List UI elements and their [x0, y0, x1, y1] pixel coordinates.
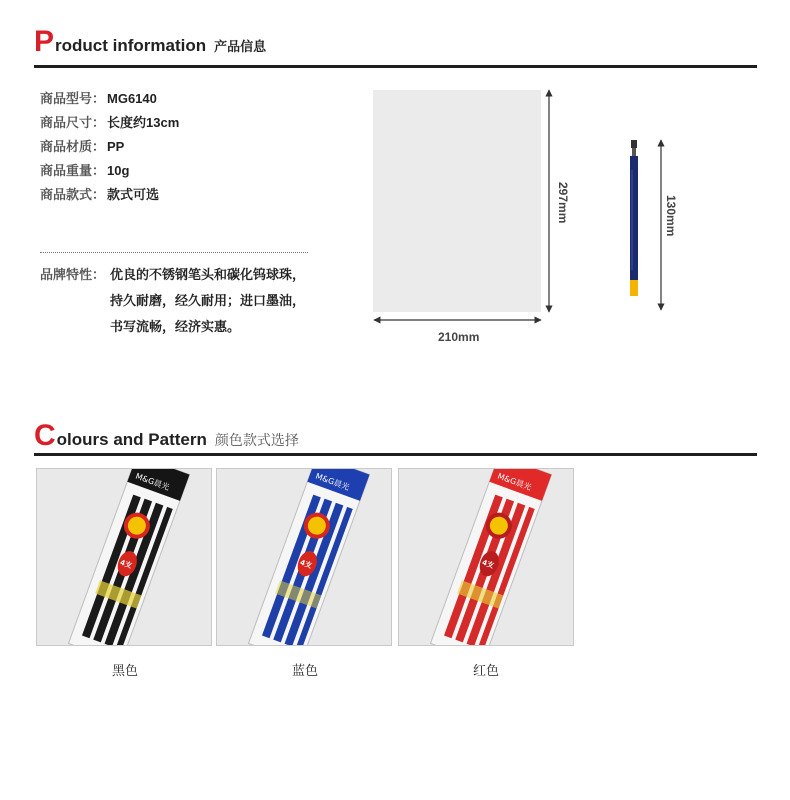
- spec-key: 商品款式：: [40, 187, 106, 202]
- spec-value: 10g: [107, 163, 130, 178]
- feature-text: [110, 262, 340, 340]
- count-badge: 4支: [481, 558, 495, 571]
- spec-key: 商品重量：: [40, 163, 106, 178]
- dotted-divider: [40, 252, 308, 253]
- header-title-cn: 产品信息: [214, 39, 267, 54]
- header-initial: P: [34, 25, 55, 58]
- colours-header: [34, 421, 299, 451]
- refill-length-label: 130mm: [664, 195, 678, 237]
- spec-row-material: [40, 135, 179, 159]
- header-title-cn: 颜色款式选择: [214, 432, 299, 448]
- package-image: [217, 469, 391, 645]
- header-title: roduct information: [55, 36, 207, 55]
- spec-key: 商品型号：: [40, 91, 106, 106]
- spec-row-size: [40, 111, 179, 135]
- count-badge: 4支: [119, 558, 133, 571]
- brand-text: M&G晨光: [314, 471, 351, 493]
- brand-text: M&G晨光: [134, 471, 171, 493]
- feature-line: 持久耐磨，经久耐用；进口墨油，: [110, 293, 306, 308]
- spec-key: 商品尺寸：: [40, 115, 106, 130]
- spec-value: 款式可选: [107, 187, 160, 202]
- spec-row-weight: [40, 159, 179, 183]
- feature-line: 优良的不锈钢笔头和碳化钨球珠，: [110, 267, 306, 282]
- spec-key: 商品材质：: [40, 139, 106, 154]
- header-rule: [34, 65, 757, 68]
- variant-card-black[interactable]: [36, 468, 212, 646]
- product-info-header: [34, 27, 266, 57]
- variant-label-blue: 蓝色: [291, 663, 318, 678]
- variant-label-black: 黑色: [111, 663, 138, 678]
- variant-card-blue[interactable]: [216, 468, 392, 646]
- spec-value: 长度约13cm: [107, 115, 180, 130]
- spec-row-style: [40, 183, 179, 207]
- header-title: olours and Pattern: [56, 430, 207, 449]
- spec-row-model: [40, 87, 179, 111]
- feature-line: 书写流畅，经济实惠。: [110, 319, 241, 334]
- brand-text: M&G晨光: [496, 471, 533, 493]
- package-image: [37, 469, 211, 645]
- header-initial: C: [34, 419, 56, 452]
- variant-card-red[interactable]: [398, 468, 574, 646]
- refill-illustration: [625, 140, 645, 300]
- variant-label-red: 红色: [472, 663, 499, 678]
- spec-list: [40, 87, 179, 207]
- count-badge: 4支: [299, 558, 313, 571]
- header-rule: [34, 453, 757, 456]
- spec-value: MG6140: [107, 91, 157, 106]
- spec-value: PP: [107, 139, 125, 154]
- paper-width-label: 210mm: [438, 330, 480, 344]
- feature-key: 品牌特性：: [40, 267, 106, 282]
- package-image: [399, 469, 573, 645]
- paper-height-label: 297mm: [556, 182, 570, 224]
